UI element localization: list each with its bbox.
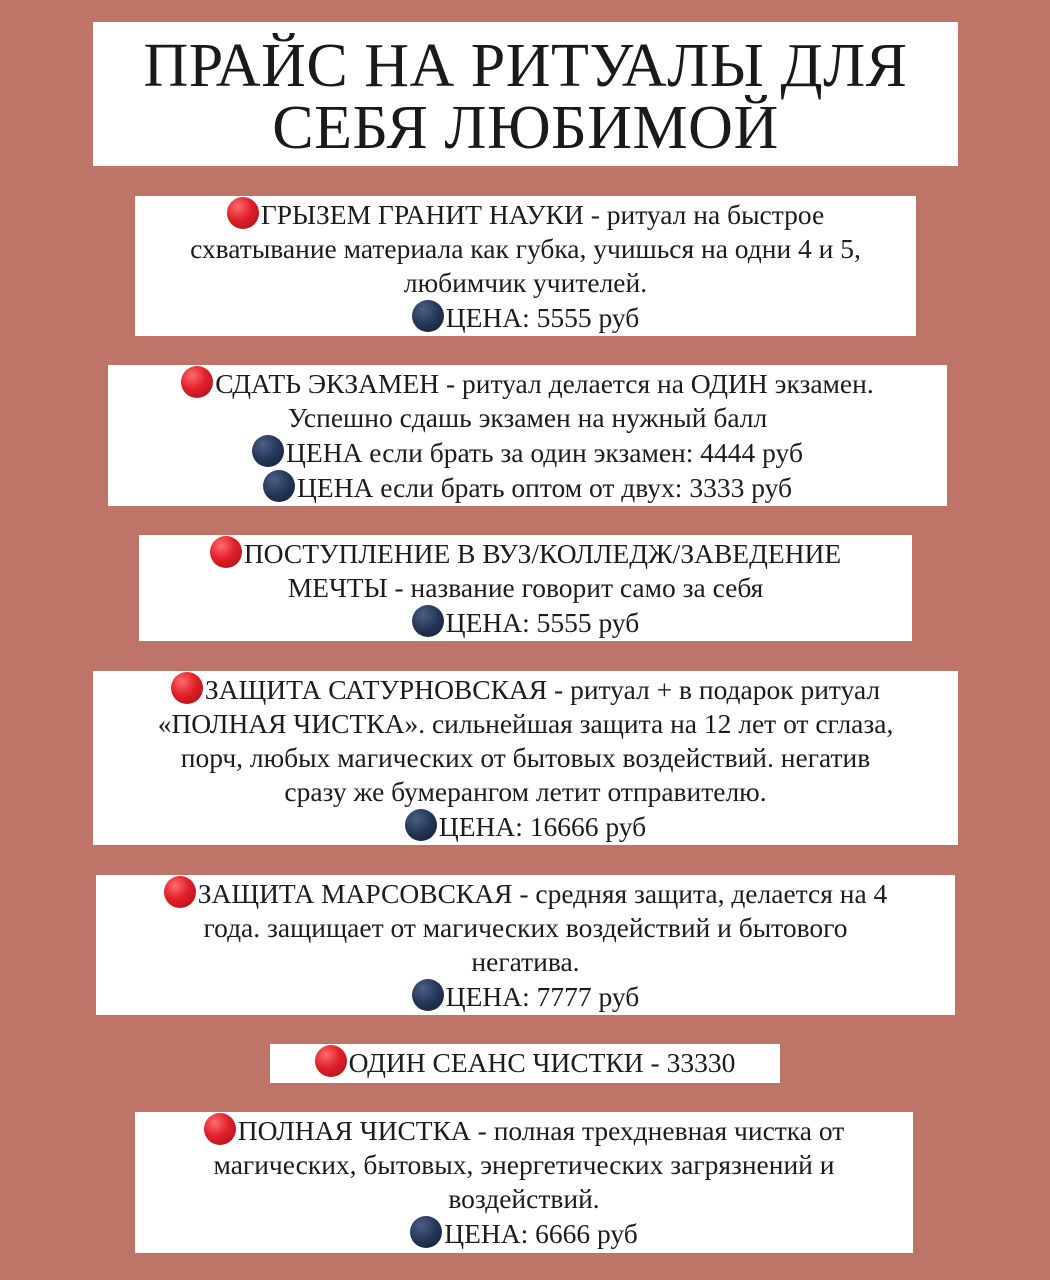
card-line: СДАТЬ ЭКЗАМЕН - ритуал делается на ОДИН экзамен. xyxy=(215,368,874,399)
card-line: ПОСТУПЛЕНИЕ В ВУЗ/КОЛЛЕДЖ/ЗАВЕДЕНИЕ xyxy=(243,538,842,569)
price-card-cleansing-session xyxy=(270,1044,780,1083)
price-label: ЦЕНА если брать оптом от двух: 3333 руб xyxy=(297,472,792,503)
dark-blue-circle-icon xyxy=(405,809,437,841)
red-circle-icon xyxy=(210,536,242,568)
card-line: негатива. xyxy=(471,946,580,977)
red-circle-icon xyxy=(164,876,196,908)
price-label: ЦЕНА: 5555 руб xyxy=(445,607,640,638)
page-title-line-2: СЕБЯ ЛЮБИМОЙ xyxy=(272,94,779,162)
title-banner xyxy=(93,22,958,166)
card-line: ЗАЩИТА САТУРНОВСКАЯ - ритуал + в подарок ритуал xyxy=(204,674,881,705)
dark-blue-circle-icon xyxy=(410,1216,442,1248)
card-line: ОДИН СЕАНС ЧИСТКИ - 33330 xyxy=(348,1047,736,1078)
card-line: ГРЫЗЕМ ГРАНИТ НАУКИ - ритуал на быстрое xyxy=(260,199,825,230)
price-card-mars-protection xyxy=(96,875,955,1015)
red-circle-icon xyxy=(171,672,203,704)
dark-blue-circle-icon xyxy=(263,470,295,502)
card-line: сразу же бумерангом летит отправителю. xyxy=(284,776,767,807)
price-card-admission xyxy=(139,535,912,641)
page-title xyxy=(143,29,908,162)
card-line: «ПОЛНАЯ ЧИСТКА». сильнейшая защита на 12 лет от сглаза, xyxy=(157,708,894,739)
card-line: порч, любых магических от бытовых воздействий. негатив xyxy=(180,742,871,773)
price-card-exam xyxy=(108,365,947,506)
page-title-line-1: ПРАЙС НА РИТУАЛЫ ДЛЯ xyxy=(143,32,908,100)
card-line: ЗАЩИТА МАРСОВСКАЯ - средняя защита, делается на 4 xyxy=(197,878,888,909)
red-circle-icon xyxy=(315,1045,347,1077)
price-label: ЦЕНА: 5555 руб xyxy=(445,302,640,333)
red-circle-icon xyxy=(181,366,213,398)
dark-blue-circle-icon xyxy=(252,435,284,467)
dark-blue-circle-icon xyxy=(412,979,444,1011)
dark-blue-circle-icon xyxy=(412,605,444,637)
red-circle-icon xyxy=(204,1113,236,1145)
price-label: ЦЕНА: 16666 руб xyxy=(438,811,647,842)
card-line: воздействий. xyxy=(448,1183,600,1214)
card-line: любимчик учителей. xyxy=(403,267,648,298)
dark-blue-circle-icon xyxy=(412,300,444,332)
card-line: Успешно сдашь экзамен на нужный балл xyxy=(287,402,768,433)
price-card-full-cleansing xyxy=(135,1112,913,1253)
card-line: года. защищает от магических воздействий и бытового xyxy=(203,912,848,943)
price-card-study xyxy=(135,196,916,336)
price-card-saturn-protection xyxy=(93,671,958,845)
card-line: ПОЛНАЯ ЧИСТКА - полная трехдневная чистка от xyxy=(237,1115,845,1146)
card-line: МЕЧТЫ - название говорит само за себя xyxy=(287,572,764,603)
card-line: схватывание материала как губка, учишься на одни 4 и 5, xyxy=(190,233,861,264)
card-line: магических, бытовых, энергетических загрязнений и xyxy=(213,1149,835,1180)
price-label: ЦЕНА: 7777 руб xyxy=(445,981,640,1012)
price-label: ЦЕНА если брать за один экзамен: 4444 руб xyxy=(286,437,803,468)
red-circle-icon xyxy=(227,197,259,229)
price-label: ЦЕНА: 6666 руб xyxy=(444,1218,638,1249)
